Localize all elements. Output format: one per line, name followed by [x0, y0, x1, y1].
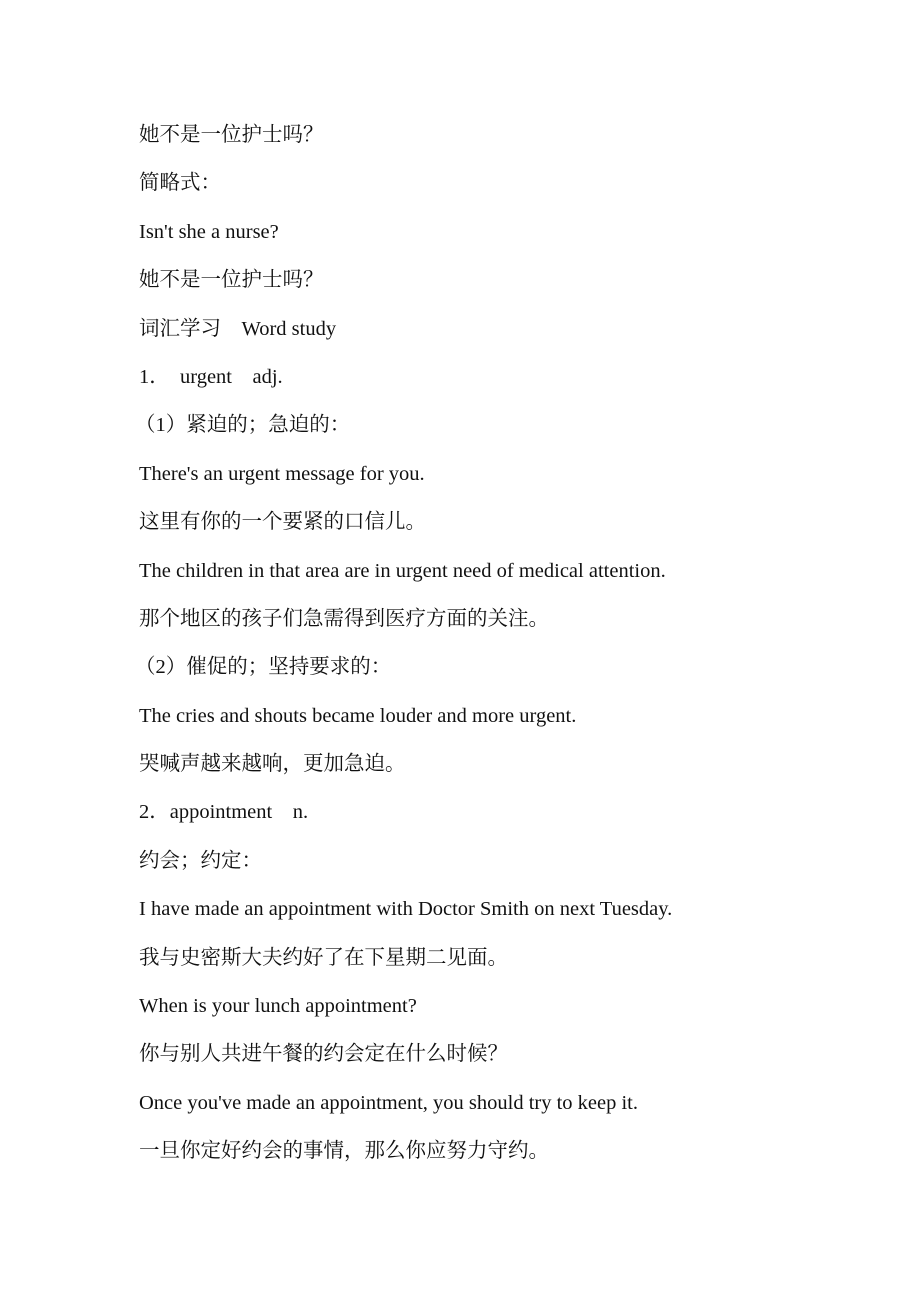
- example-sentence: There's an urgent message for you.: [139, 462, 425, 485]
- definition-line: （1）紧迫的；急迫的：: [135, 414, 351, 437]
- section-heading: 词汇学习 Word study: [139, 317, 337, 340]
- example-translation: 你与别人共进午餐的约会定在什么时候？: [139, 1043, 508, 1066]
- vocab-entry-heading: 2．appointment n.: [139, 801, 309, 824]
- text-line: Isn't she a nurse?: [139, 220, 279, 243]
- text-line: 她不是一位护士吗？: [139, 124, 324, 146]
- example-sentence: When is your lunch appointment?: [139, 995, 417, 1018]
- example-sentence: Once you've made an appointment, you should try to keep it.: [139, 1091, 638, 1114]
- text-line: 她不是一位护士吗？: [139, 269, 324, 292]
- example-translation: 这里有你的一个要紧的口信儿。: [139, 511, 426, 534]
- example-translation: 我与史密斯大夫约好了在下星期二见面。: [139, 946, 508, 969]
- example-translation: 那个地区的孩子们急需得到医疗方面的关注。: [139, 607, 549, 630]
- example-translation: 一旦你定好约会的事情，那么你应努力守约。: [139, 1140, 549, 1163]
- example-sentence: I have made an appointment with Doctor Smith on next Tuesday.: [139, 898, 673, 921]
- example-sentence: The children in that area are in urgent need of medical attention.: [139, 559, 666, 582]
- example-sentence: The cries and shouts became louder and more urgent.: [139, 704, 577, 727]
- text-line: 简略式：: [139, 172, 221, 195]
- text-body: [135, 119, 879, 1184]
- definition-line: 约会；约定：: [139, 849, 262, 872]
- vocab-entry-heading: 1． urgent adj.: [139, 365, 283, 388]
- definition-line: （2）催促的；坚持要求的：: [135, 656, 392, 679]
- example-translation: 哭喊声越来越响，更加急迫。: [139, 753, 406, 776]
